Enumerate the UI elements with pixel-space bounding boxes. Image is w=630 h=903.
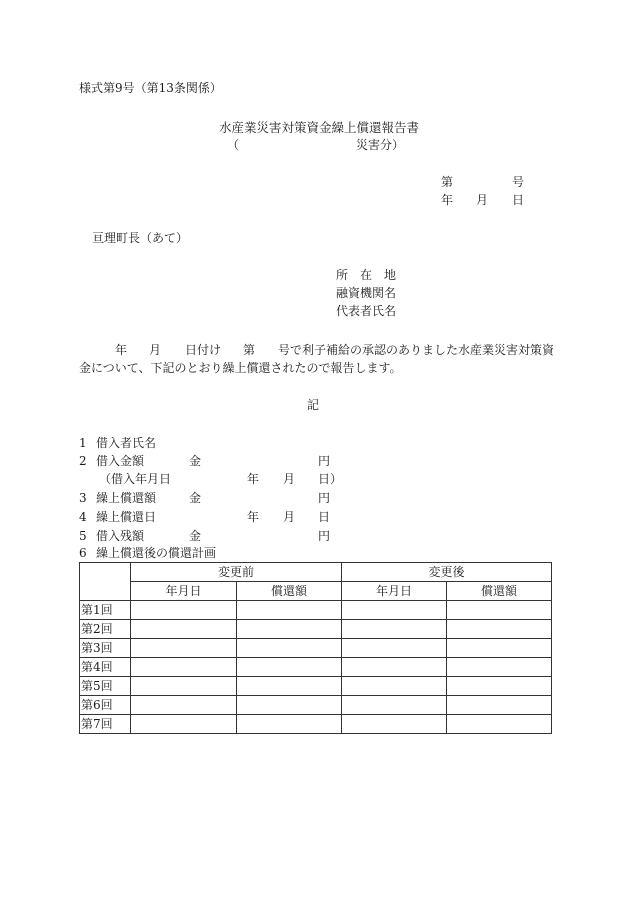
cell-before-date[interactable] [131,658,237,677]
table-row [80,620,552,639]
form-number: 様式第9号（第13条関係） [79,81,222,95]
day-label: 日 [318,510,331,524]
cell-after-date[interactable] [342,715,447,734]
number-label-go: 号 [512,175,525,189]
body-dated: 日付け [185,343,222,357]
row-label: 第2回 [80,620,131,639]
header-after-amount: 償還額 [447,582,552,601]
date-year: 年 [441,193,454,207]
kin-label: 金 [189,491,202,505]
cell-after-date[interactable] [342,658,447,677]
item-number: 1 [79,436,87,450]
kin-label: 金 [189,454,202,468]
item-number: 2 [79,454,87,468]
day-label: 日） [318,472,343,486]
row-label: 第7回 [80,715,131,734]
subtitle-open-paren: （ [227,138,240,152]
month-label: 月 [283,472,296,486]
cell-before-date[interactable] [131,677,237,696]
cell-after-amount[interactable] [447,658,552,677]
header-after-date: 年月日 [342,582,447,601]
header-before-amount: 償還額 [237,582,342,601]
body-paragraph-line2: 金について、下記のとおり繰上償還されたので報告します。 [79,361,402,375]
item-label: （借入年月日 [99,472,172,486]
item-label: 借入者氏名 [96,436,157,450]
sender-address-label: 所 在 地 [336,268,397,282]
body-year: 年 [115,343,128,357]
cell-after-date[interactable] [342,601,447,620]
cell-after-date[interactable] [342,620,447,639]
yen-label: 円 [318,491,331,505]
cell-before-date[interactable] [131,715,237,734]
table-row [80,696,552,715]
item-number: 3 [79,491,87,505]
item-label: 繰上償還日 [96,510,157,524]
number-label-dai: 第 [441,175,454,189]
body-rest: 号で利子補給の承認のありました水産業災害対策資 [278,343,555,357]
table-row [80,639,552,658]
body-month: 月 [149,343,162,357]
addressee: 亘理町長（あて） [92,231,189,245]
cell-after-amount[interactable] [447,696,552,715]
cell-before-amount[interactable] [237,601,342,620]
cell-after-amount[interactable] [447,715,552,734]
row-label: 第4回 [80,658,131,677]
cell-before-amount[interactable] [237,620,342,639]
table-header-column-row [80,582,552,601]
item-number: 4 [79,510,87,524]
year-label: 年 [247,472,260,486]
sender-representative-label: 代表者氏名 [336,304,397,318]
cell-before-date[interactable] [131,639,237,658]
item-label: 繰上償還後の償還計画 [96,546,217,560]
cell-before-date[interactable] [131,620,237,639]
subtitle-disaster: 災害分） [356,138,405,152]
yen-label: 円 [318,529,331,543]
date-day: 日 [512,193,525,207]
row-label: 第6回 [80,696,131,715]
row-label: 第1回 [80,601,131,620]
sender-institution-label: 融資機関名 [336,286,397,300]
month-label: 月 [283,510,296,524]
table-header-group-row [80,563,552,582]
cell-after-date[interactable] [342,677,447,696]
row-label: 第5回 [80,677,131,696]
item-label: 借入残額 [96,529,145,543]
cell-before-date[interactable] [131,601,237,620]
header-before-change: 変更前 [131,563,342,582]
table-row [80,677,552,696]
year-label: 年 [247,510,260,524]
header-after-change: 変更後 [342,563,552,582]
table-row [80,658,552,677]
cell-before-amount[interactable] [237,715,342,734]
row-label: 第3回 [80,639,131,658]
item-number: 5 [79,529,87,543]
item-number: 6 [79,546,87,560]
body-dai: 第 [243,343,256,357]
table-row [80,601,552,620]
cell-after-amount[interactable] [447,677,552,696]
item-label: 繰上償還額 [96,491,157,505]
cell-after-date[interactable] [342,696,447,715]
table-corner-cell [80,563,131,601]
cell-after-amount[interactable] [447,601,552,620]
cell-after-date[interactable] [342,639,447,658]
kin-label: 金 [189,529,202,543]
ki-heading: 記 [307,398,320,412]
repayment-plan-table [79,562,552,734]
yen-label: 円 [318,454,331,468]
cell-before-amount[interactable] [237,639,342,658]
cell-after-amount[interactable] [447,639,552,658]
cell-before-amount[interactable] [237,658,342,677]
cell-before-date[interactable] [131,696,237,715]
table-row [80,715,552,734]
cell-after-amount[interactable] [447,620,552,639]
item-label: 借入金額 [96,454,145,468]
document-title: 水産業災害対策資金繰上償還報告書 [219,120,420,135]
cell-before-amount[interactable] [237,677,342,696]
date-month: 月 [476,193,489,207]
cell-before-amount[interactable] [237,696,342,715]
header-before-date: 年月日 [131,582,237,601]
